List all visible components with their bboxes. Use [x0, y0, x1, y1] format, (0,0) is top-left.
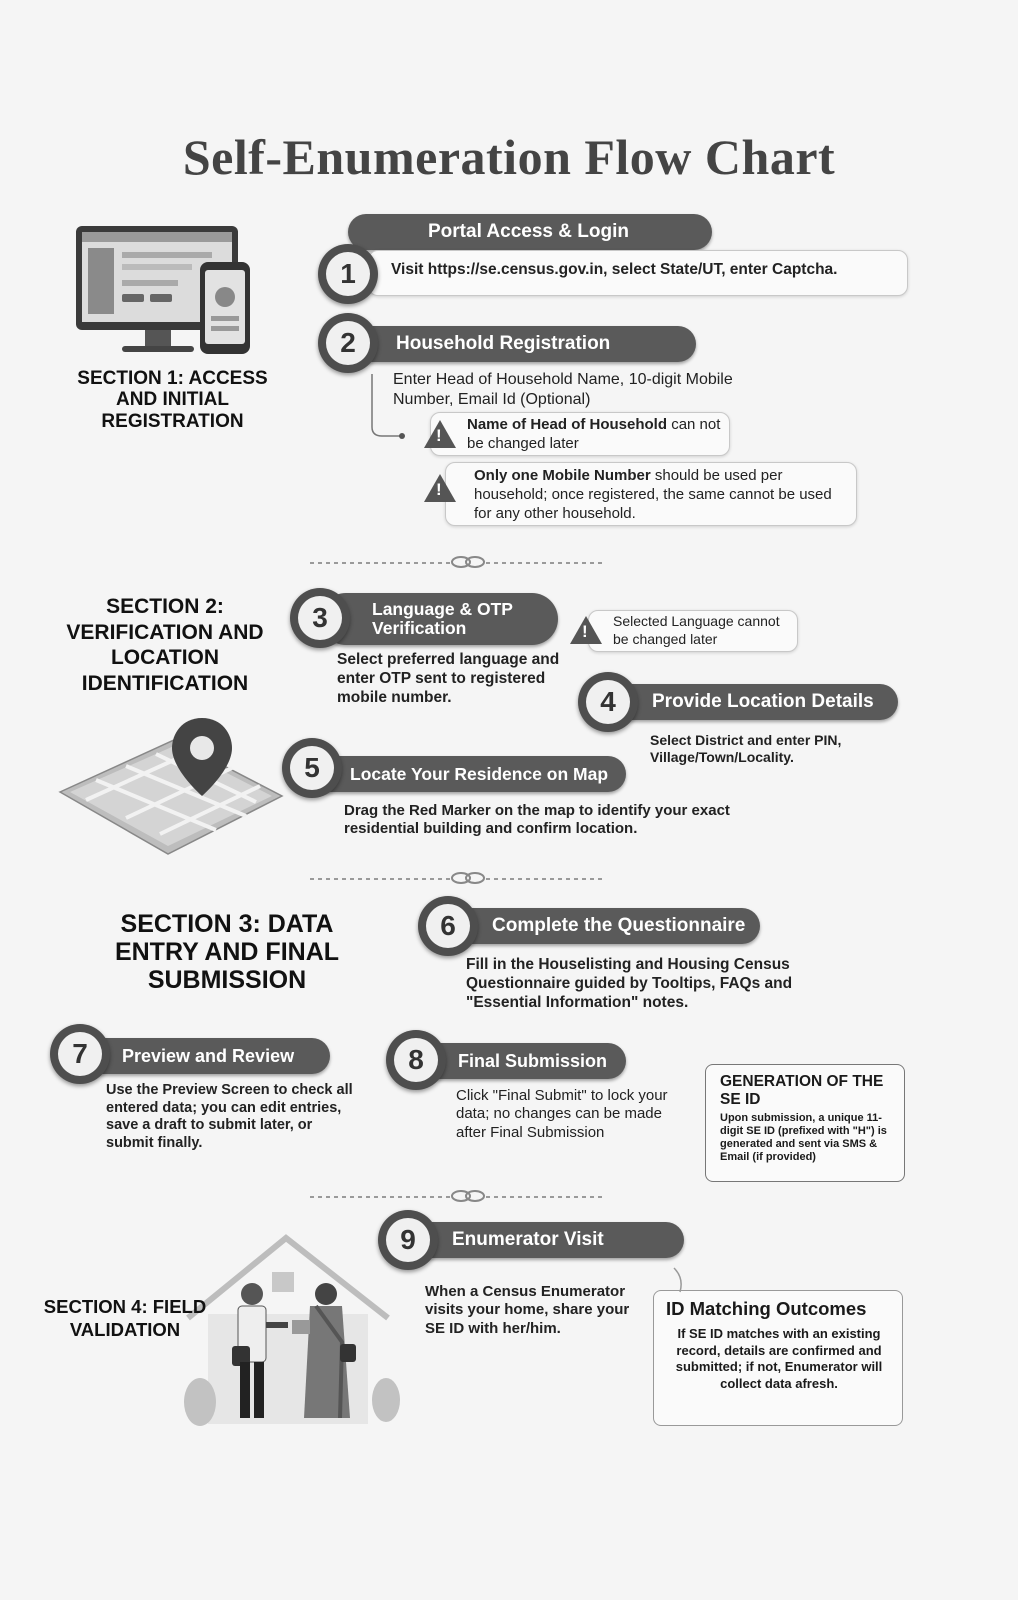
outcomes-box	[653, 1290, 903, 1426]
step-1-description: Visit https://se.census.gov.in, select State/UT, enter Captcha.	[391, 261, 838, 278]
speech-tail-icon	[670, 1266, 700, 1294]
step-3-description: Select preferred language and enter OTP sent to registered mobile number.	[337, 651, 560, 706]
divider	[486, 562, 606, 564]
step-5-number: 5	[282, 738, 342, 798]
step-6-title: Complete the Questionnaire	[450, 908, 760, 944]
step-5-description: Drag the Red Marker on the map to identify your exact residential building and confirm location.	[344, 802, 730, 838]
step-5-title: Locate Your Residence on Map	[306, 756, 626, 792]
chain-link-icon	[450, 871, 486, 885]
step-8-title: Final Submission	[412, 1043, 626, 1079]
section-4-title: SECTION 4: FIELD VALIDATION	[43, 1296, 207, 1340]
step-4-title: Provide Location Details	[600, 684, 898, 720]
chain-link-icon	[450, 555, 486, 569]
divider	[310, 562, 450, 564]
step-7-description: Use the Preview Screen to check all entered data; you can edit entries, save a draft to submit later, or submit finally.	[106, 1082, 353, 1152]
step-6-description: Fill in the Houselisting and Housing Census Questionnaire guided by Tooltips, FAQs and "Essential Information" notes.	[466, 956, 793, 1011]
step-9-description: When a Census Enumerator visits your home, share your SE ID with her/him.	[425, 1283, 630, 1337]
divider	[310, 878, 450, 880]
warning-icon	[570, 616, 602, 644]
seid-text: Upon submission, a unique 11-digit SE ID (prefixed with "H") is generated and sent via SMS & Email (if provided)	[720, 1111, 887, 1164]
seid-title: GENERATION OF THE SE ID	[720, 1073, 884, 1109]
step-1-title: Portal Access & Login	[348, 214, 712, 250]
step-7-number: 7	[50, 1024, 110, 1084]
connector-line	[368, 372, 408, 442]
step-3-title: Language & OTP Verification	[320, 593, 558, 645]
computer-phone-icon	[70, 222, 260, 362]
warning-icon	[424, 474, 456, 502]
note-language: Selected Language cannot be changed later	[588, 610, 798, 652]
warning-icon	[424, 420, 456, 448]
divider	[486, 1196, 606, 1198]
section-3-title: SECTION 3: DATA ENTRY AND FINAL SUBMISSION	[114, 910, 340, 994]
step-4-description: Select District and enter PIN, Village/Town/Locality.	[650, 732, 842, 766]
step-4-number: 4	[578, 672, 638, 732]
step-8-description: Click "Final Submit" to lock your data; no changes can be made after Final Submission	[456, 1087, 668, 1141]
step-3-number: 3	[290, 588, 350, 648]
chain-link-icon	[450, 1189, 486, 1203]
note-mobile-number: Only one Mobile Number should be used per household; once registered, the same cannot be used for any other household.	[445, 462, 857, 526]
step-1-number: 1	[318, 244, 378, 304]
outcomes-text: If SE ID matches with an existing record, details are confirmed and submitted; if not, Enumerator will collect data afresh.	[675, 1326, 883, 1391]
note-head-of-household: Name of Head of Household can not be changed later	[430, 412, 730, 456]
step-9-title: Enumerator Visit	[404, 1222, 684, 1258]
map-pin-icon	[56, 710, 286, 860]
outcomes-title: ID Matching Outcomes	[666, 1298, 867, 1319]
step-2-number: 2	[318, 313, 378, 373]
step-9-number: 9	[378, 1210, 438, 1270]
section-2-title: SECTION 2: VERIFICATION AND LOCATION IDENTIFICATION	[66, 595, 264, 695]
step-1-box	[368, 250, 908, 296]
divider	[310, 1196, 450, 1198]
step-7-title: Preview and Review	[76, 1038, 330, 1074]
step-2-title: Household Registration	[340, 326, 696, 362]
step-2-description: Enter Head of Household Name, 10-digit Mobile Number, Email Id (Optional)	[393, 371, 733, 408]
page-title: Self-Enumeration Flow Chart	[182, 129, 836, 185]
section-1-title: SECTION 1: ACCESS AND INITIAL REGISTRATION	[77, 368, 268, 432]
step-8-number: 8	[386, 1030, 446, 1090]
seid-box	[705, 1064, 905, 1182]
divider	[486, 878, 606, 880]
step-6-number: 6	[418, 896, 478, 956]
